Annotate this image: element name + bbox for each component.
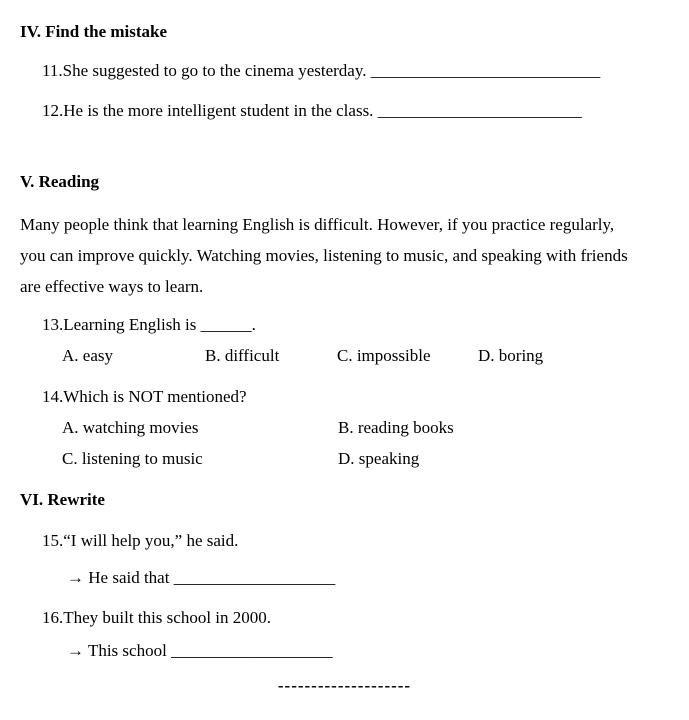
section-heading-find-the-mistake: IV. Find the mistake [20, 22, 168, 41]
passage-line-2: you can improve quickly. Watching movies, listening to music, and speaking with friends [20, 246, 628, 265]
question-11-text: 11.She suggested to go to the cinema yesterday. [42, 61, 371, 80]
option-14-b: B. reading books [338, 418, 454, 437]
answer-blank-15: ___________________ [173, 568, 336, 587]
question-13: 13.Learning English is ______. [42, 315, 256, 334]
worksheet-page [0, 22, 689, 720]
passage-line-1: Many people think that learning English is difficult. However, if you practice regularly, [20, 215, 615, 234]
option-13-d: D. boring [478, 346, 544, 365]
answer-blank-16: ___________________ [171, 641, 333, 660]
question-12 [42, 101, 669, 121]
question-12-text: 12.He is the more intelligent student in the class. [42, 101, 378, 120]
passage-line-3: are effective ways to learn. [20, 277, 204, 296]
option-14-a: A. watching movies [62, 418, 199, 437]
option-13-a: A. easy [62, 346, 113, 365]
question-11 [42, 61, 669, 81]
option-13-b: B. difficult [205, 346, 280, 365]
question-16: 16.They built this school in 2000. [42, 608, 272, 627]
section-heading-reading: V. Reading [20, 172, 100, 191]
section-heading-rewrite: VI. Rewrite [20, 490, 105, 509]
question-14-options-row-1 [62, 418, 669, 438]
question-15: 15.“I will help you,” he said. [42, 531, 239, 550]
rewrite-answer-15-prefix: → He said that [67, 568, 174, 587]
option-14-c: C. listening to music [62, 449, 203, 468]
rewrite-answer-16-prefix: → This school [67, 641, 172, 660]
answer-blank-11: ___________________________ [370, 61, 601, 80]
question-14-options-row-2 [62, 449, 669, 469]
question-13-options [62, 346, 669, 366]
rewrite-answer-16 [67, 641, 669, 661]
option-14-d: D. speaking [338, 449, 420, 468]
question-14: 14.Which is NOT mentioned? [42, 387, 247, 406]
rewrite-answer-15 [67, 568, 669, 588]
reading-passage [20, 209, 669, 302]
option-13-c: C. impossible [337, 346, 431, 365]
answer-blank-12: ________________________ [377, 101, 582, 120]
page-separator: -------------------- [277, 676, 412, 695]
